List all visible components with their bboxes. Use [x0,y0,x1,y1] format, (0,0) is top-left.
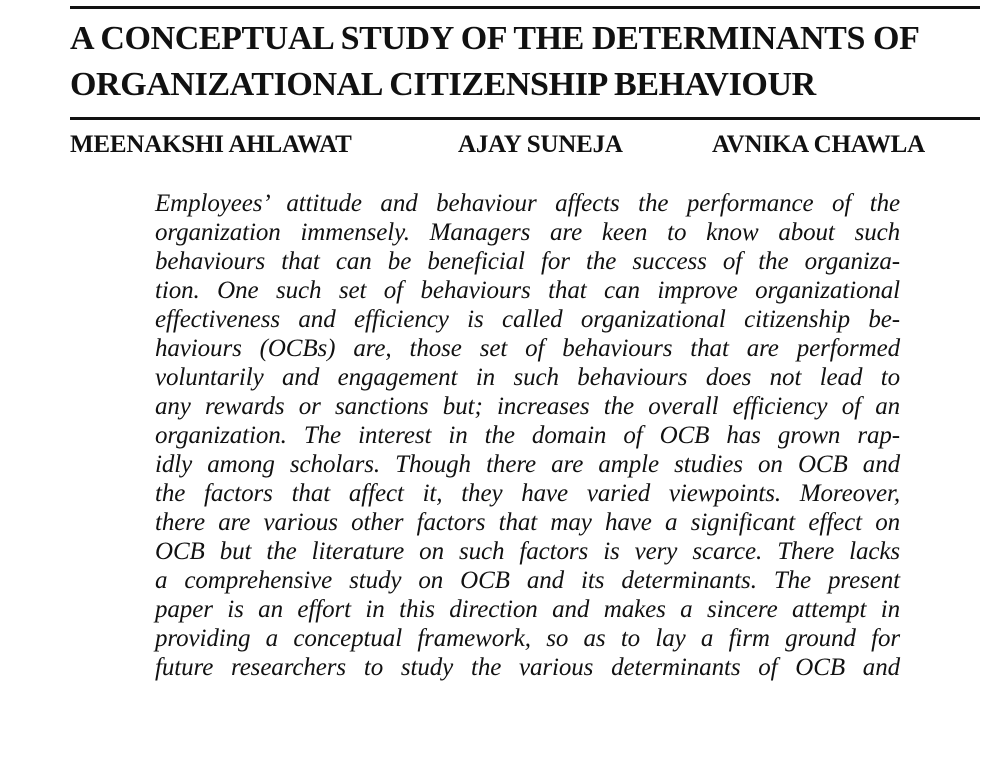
abstract-line: providing a conceptual framework, so as to lay a firm ground for [155,625,900,652]
abstract-line: OCB but the literature on such factors is very scarce. There lacks [155,538,900,565]
author-2: AJAY SUNEJA [458,131,623,158]
abstract [155,189,900,682]
abstract-line: behaviours that can be beneficial for the success of the organiza- [155,248,900,275]
abstract-line: organization. The interest in the domain of OCB has grown rap- [155,422,900,449]
abstract-line: paper is an effort in this direction and makes a sincere attempt in [155,596,900,623]
author-3: AVNIKA CHAWLA [712,131,925,158]
abstract-line: future researchers to study the various determinants of OCB and [155,654,900,681]
abstract-line: the factors that affect it, they have varied viewpoints. Moreover, [155,480,900,507]
abstract-line: there are various other factors that may have a significant effect on [155,509,900,536]
abstract-line: Employees’ attitude and behaviour affects the performance of the [155,190,900,217]
paper-title [70,16,990,108]
abstract-line: tion. One such set of behaviours that can improve organizational [155,277,900,304]
abstract-line: a comprehensive study on OCB and its determinants. The present [155,567,900,594]
abstract-line: voluntarily and engagement in such behaviours does not lead to [155,364,900,391]
top-rule [70,6,980,9]
abstract-line: idly among scholars. Though there are ample studies on OCB and [155,451,900,478]
title-line-1: A CONCEPTUAL STUDY OF THE DETERMINANTS OF [70,20,920,57]
abstract-line: organization immensely. Managers are keen to know about such [155,219,900,246]
title-rule [70,117,980,120]
abstract-line: haviours (OCBs) are, those set of behaviours that are performed [155,335,900,362]
abstract-line: effectiveness and efficiency is called organizational citizenship be- [155,306,900,333]
title-line-2: ORGANIZATIONAL CITIZENSHIP BEHAVIOUR [70,66,816,103]
author-1: MEENAKSHI AHLAWAT [70,131,352,158]
abstract-line: any rewards or sanctions but; increases the overall efficiency of an [155,393,900,420]
